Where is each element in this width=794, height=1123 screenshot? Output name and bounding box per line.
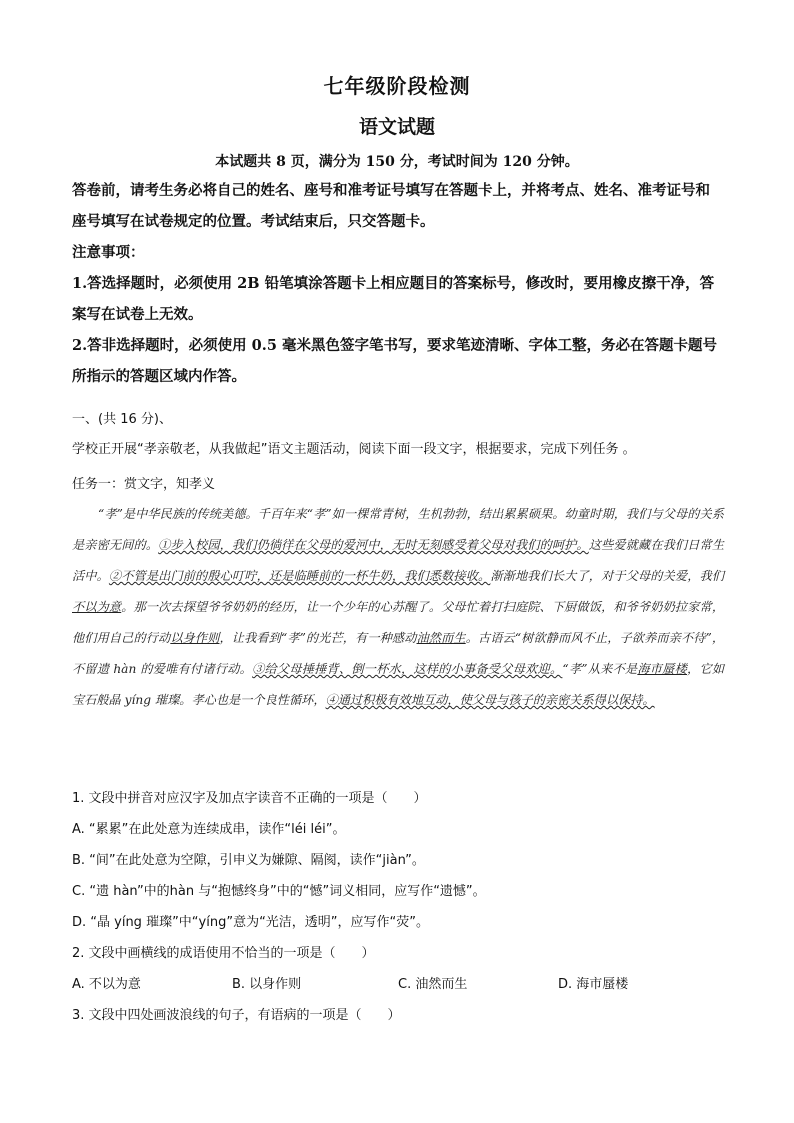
wavy-sentence-4: ④通过积极有效地互动，使父母与孩子的亲密关系得以保持。 [325,693,655,707]
notice-item-2: 2.答非选择题时，必须使用 0.5 毫米黑色签字笔书写，要求笔迹清晰、字体工整，务必在答题卡题号所指示的答题区域内作答。 [72,337,717,385]
section-intro: 学校正开展“孝亲敬老，从我做起”语文主题活动，阅读下面一段文字，根据要求，完成下列任务 。 [72,442,636,457]
page-subtitle: 语文试题 [358,116,435,138]
underlined-idiom-4: 海市蜃楼 [637,662,687,676]
passage-text: 。那一次去探望爷爷奶奶的经历，让一个少年的心苏醒了。父母忙着打扫庭院、下厨做饭，和爷爷奶奶拉家常，他们用自己的行动 [72,600,725,645]
page-title: 七年级阶段检测 [323,74,471,98]
question-1-option-d: D. “晶 yíng 璀璨”中“yíng”意为“光洁，透明”，应写作“荧”。 [72,915,430,930]
notice-heading: 注意事项： [72,244,145,261]
passage-text: 。古语云“树欲静而风不止，子欲养而亲不待”，不留遗 hàn 的爱唯有付诸行动。 [72,631,725,676]
question-2-option-d: D. 海市蜃楼 [558,977,629,992]
underlined-idiom-1: 不以为意 [72,600,122,614]
question-2-stem: 2. 文段中画横线的成语使用不恰当的一项是（ ） [72,946,375,961]
question-1-option-b: B. “间”在此处意为空隙，引申义为嫌隙、隔阂，读作“jiàn”。 [72,853,425,868]
wavy-sentence-3: ③给父母捶捶背、倒一杯水，这样的小事备受父母欢迎。 [252,662,563,676]
underlined-idiom-2: 以身作则 [170,631,220,645]
wavy-sentence-1: ①步入校园，我们仍徜徉在父母的爱河中，无时无刻感受着父母对我们的呵护。 [158,538,589,552]
reading-passage [72,499,724,716]
section-heading: 一、(共 16 分)、 [72,412,172,427]
instructions-intro: 答卷前，请考生务必将自己的姓名、座号和准考证号填写在答题卡上，并将考点、姓名、准考证号和座号填写在试卷规定的位置。考试结束后，只交答题卡。 [72,182,710,230]
passage-text: ，它如宝石般晶 yíng 璀璨。孝心也是一个良性循环， [72,662,725,707]
passage-text: “孝”是中华民族的传统美德。千百年来“孝”如一棵常青树，生机勃勃，结出累累硕果。幼童时期，我们与父母的关系是亲密无间的。 [72,507,724,552]
question-2-options [72,973,724,993]
notice-item-1: 1.答选择题时，必须使用 2B 铅笔填涂答题卡上相应题目的答案标号，修改时，要用橡皮擦干净，答案写在试卷上无效。 [72,275,715,323]
passage-text: ，让我看到“孝”的光芒，有一种感动 [219,631,417,645]
passage-text: “孝”从来不是 [562,662,638,676]
question-2-option-c: C. 油然而生 [398,977,468,992]
question-1-stem: 1. 文段中拼音对应汉字及加点字读音不正确的一项是（ ） [72,791,427,806]
question-1-option-a: A. “累累”在此处意为连续成串，读作“léi léi”。 [72,822,346,837]
question-2-option-a: A. 不以为意 [72,977,141,992]
exam-info: 本试题共 8 页，满分为 150 分，考试时间为 120 分钟。 [215,154,579,170]
question-3-stem: 3. 文段中四处画波浪线的句子，有语病的一项是（ ） [72,1008,401,1023]
passage-text: 渐渐地我们长大了，对于父母的关爱，我们 [490,569,725,583]
passage-text: 这些爱就藏在我们日常生活中。 [72,538,725,583]
question-1-option-c: C. “遗 hàn”中的hàn 与“抱憾终身”中的“憾”词义相同，应写作“遗憾”。 [72,884,486,899]
task-heading: 任务一：赏文字，知孝义 [72,477,216,492]
underlined-idiom-3: 油然而生 [416,631,466,645]
question-2-option-b: B. 以身作则 [232,977,302,992]
wavy-sentence-2: ②不管是出门前的殷心叮咛，还是临睡前的一杯牛奶，我们悉数接收。 [108,569,491,583]
